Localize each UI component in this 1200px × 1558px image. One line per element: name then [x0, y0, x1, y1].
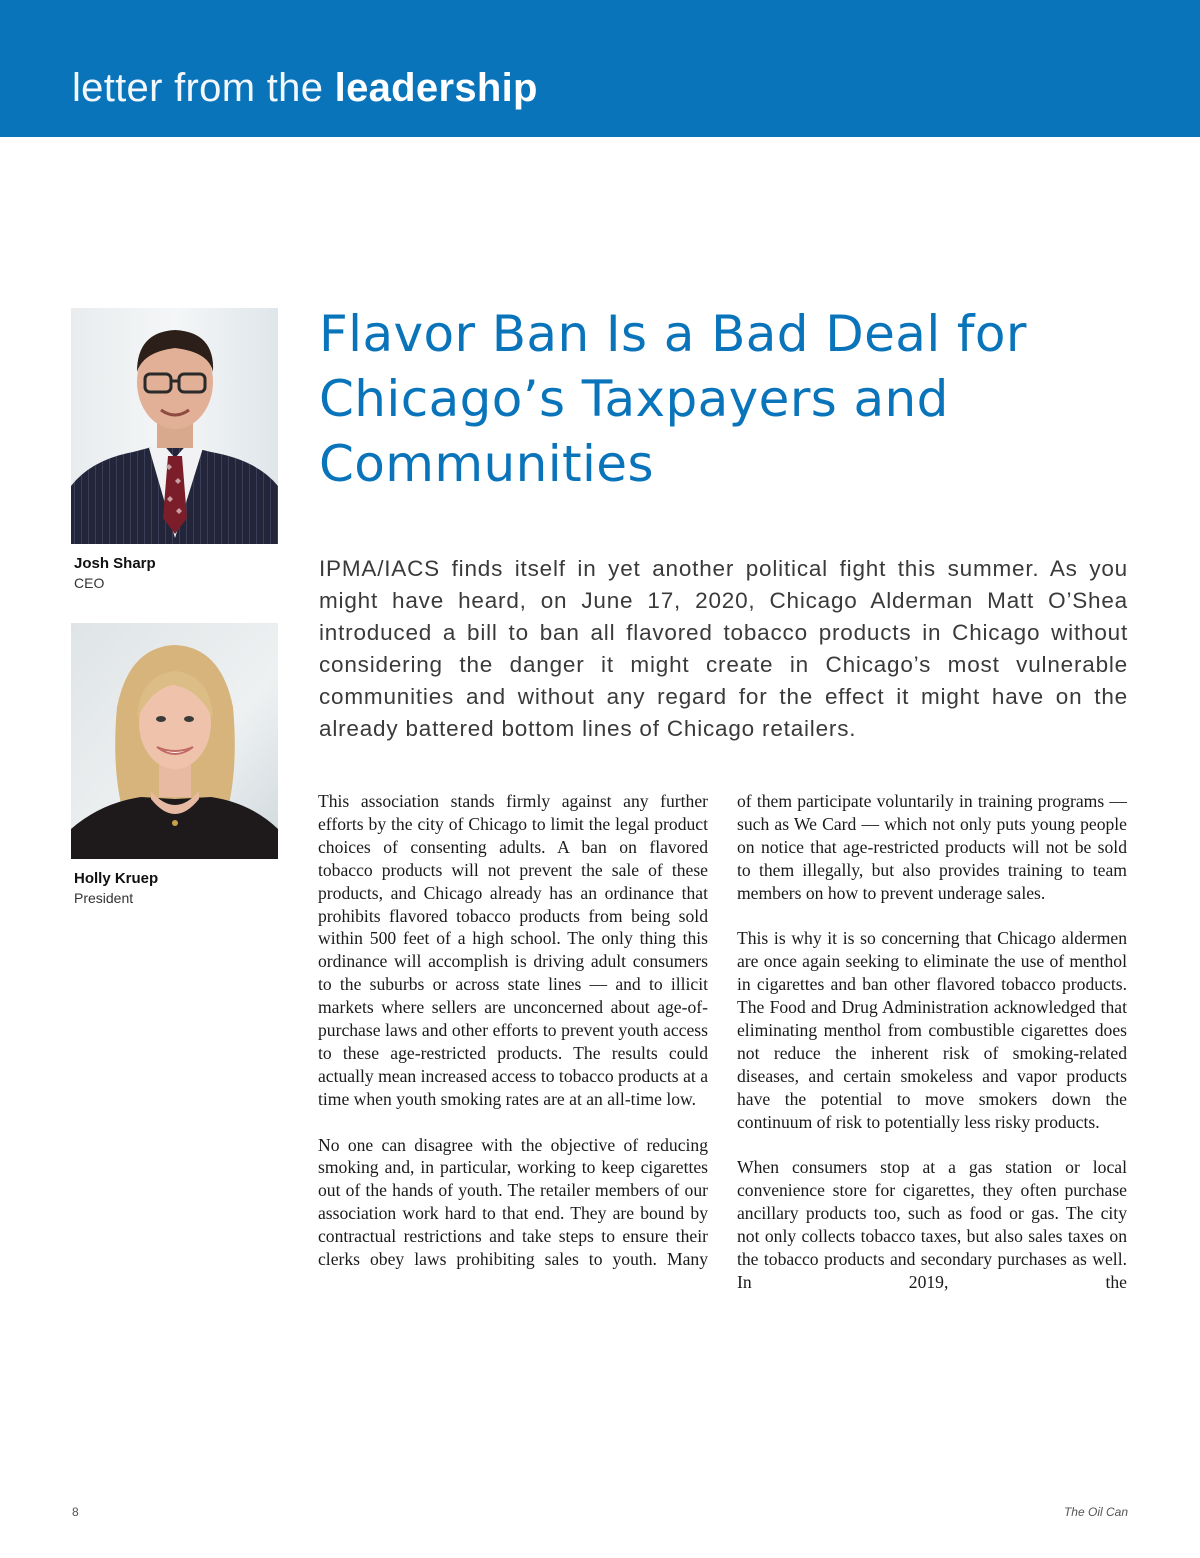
body-paragraph-3: of them participate voluntarily in training programs — such as We Card — which not only puts young people on notice that age-restricted products will not be sold to them illegally, but also provides training to team members on how to prevent underage sales.	[737, 791, 1127, 903]
section-heading-prefix: letter from the	[72, 66, 335, 110]
body-paragraph-4: This is why it is so concerning that Chicago aldermen are once again seeking to eliminate the use of menthol in cigarettes and ban other flavored tobacco products. The Food and Drug Administration acknowledged that eliminating menthol from combustible cigarettes does not reduce the inherent risk of smoking-related diseases, and certain smokeless and vapor products have the potential to move smokers down the continuum of risk to potentially less risky products.	[737, 928, 1127, 1132]
leader-name-2: Holly Kruep	[74, 870, 159, 887]
body-paragraph-1: This association stands firmly against any further efforts by the city of Chicago to limit the legal product choices of consenting adults. A ban on flavored tobacco products will not prevent the sale of these products, and Chicago already has an ordinance that prohibits flavored tobacco products from being sold within 500 feet of a high school. The only thing this ordinance will accomplish is driving adult consumers to the suburbs or across state lines — and to illicit markets where sellers are unconcerned about age-of-purchase laws and other efforts to prevent youth access to these age-restricted products. The results could actually mean increased access to tobacco products at a time when youth smoking rates are at an all-time low.	[318, 791, 708, 1109]
portrait-photo-president	[71, 623, 278, 859]
section-heading	[72, 62, 538, 114]
portrait-photo-ceo	[71, 308, 278, 544]
publication-name: The Oil Can	[1063, 1505, 1128, 1519]
leader-name-1: Josh Sharp	[74, 555, 156, 572]
article-title: Flavor Ban Is a Bad Deal for Chicago’s Taxpayers and Communities	[319, 305, 1027, 493]
body-column-right	[737, 790, 1127, 1317]
article-intro: IPMA/IACS finds itself in yet another political fight this summer. As you might have heard, on June 17, 2020, Chicago Alderman Matt O’Shea introduced a bill to ban all flavored tobacco products in Chicago without considering the danger it might create in Chicago’s most vulnerable communities and without any regard for the effect it might have on the already battered bottom lines of Chicago retailers.	[319, 556, 1128, 741]
leader-role-2: President	[74, 890, 134, 906]
section-heading-emphasis: leadership	[334, 66, 538, 110]
body-paragraph-5: When consumers stop at a gas station or local convenience store for cigarettes, they often purchase ancillary products too, such as food or gas. The city not only collects tobacco taxes, but also sales taxes on the tobacco products and secondary purchases as well. In 2019, the	[737, 1157, 1127, 1292]
leader-role-1: CEO	[74, 575, 105, 591]
body-paragraph-2: No one can disagree with the objective of reducing smoking and, in particular, working to keep cigarettes out of the hands of youth. The retailer members of our association work hard to that end. They are bound by contractual restrictions and take steps to ensure their clerks obey laws prohibiting sales to youth. Many	[318, 1134, 708, 1270]
body-column-left	[318, 790, 708, 1294]
page-number: 8	[72, 1505, 79, 1519]
